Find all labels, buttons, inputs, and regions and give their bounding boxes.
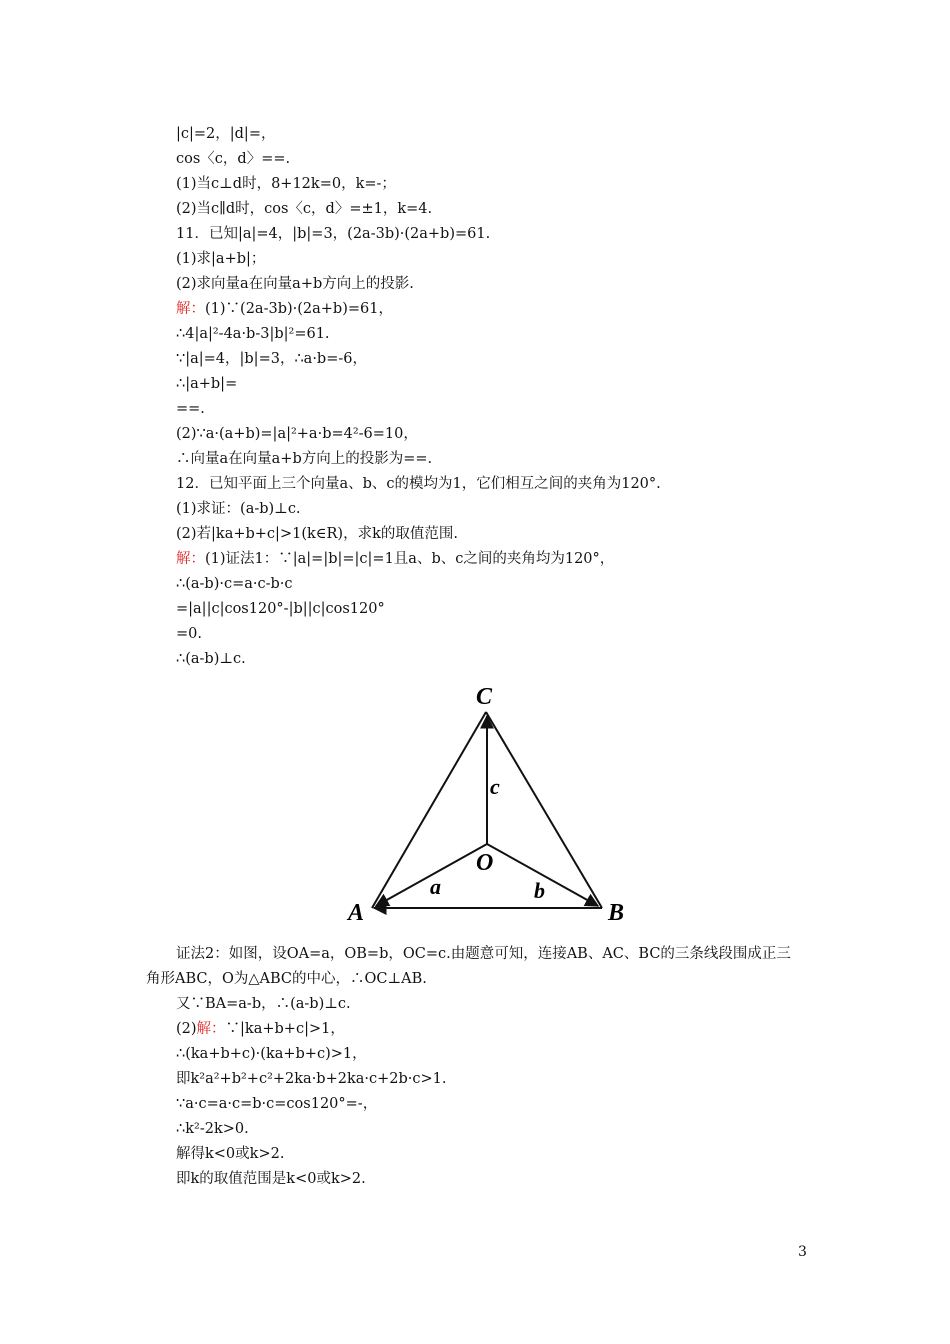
line-text: ∴向量a在向量a+b方向上的投影为==. (176, 451, 433, 467)
text-line (176, 374, 237, 394)
label-a: a (430, 874, 441, 899)
line-text: 证法2：如图，设OA=a，OB=b，OC=c.由题意可知，连接AB、AC、BC的三条线段围成正三 (176, 946, 791, 962)
line-text: (2)∵a·(a+b)=|a|²+a·b=4²-6=10， (176, 426, 418, 442)
text-line (176, 399, 205, 419)
text-line (176, 1119, 249, 1139)
line-text: ==. (176, 401, 205, 417)
line-text: (1)求|a+b|； (176, 251, 266, 267)
edge-ac (372, 712, 486, 908)
line-text: (2)求向量a在向量a+b方向上的投影. (176, 276, 414, 292)
text-line (176, 624, 202, 644)
line-text: (2)当c∥d时，cos〈c，d〉=±1，k=4. (176, 201, 433, 217)
line-text: ∴4|a|²-4a·b-3|b|²=61. (176, 326, 330, 342)
line-text: |c|=2，|d|=， (176, 126, 276, 142)
line-text: 解得k<0或k>2. (176, 1146, 285, 1162)
line-text: ∴|a+b|= (176, 376, 238, 392)
line-text: (1)当c⊥d时，8+12k=0，k=-； (176, 176, 396, 192)
line-text: (1)证法1：∵|a|=|b|=|c|=1且a、b、c之间的夹角均为120°， (205, 551, 615, 567)
text-line (146, 969, 427, 989)
text-line (176, 549, 614, 569)
text-line (176, 299, 393, 319)
page-number: 3 (798, 1244, 807, 1260)
line-text: 即k²a²+b²+c²+2ka·b+2ka·c+2b·c>1. (176, 1071, 447, 1087)
text-line (176, 1144, 284, 1164)
line-text: (1)求证：(a-b)⊥c. (176, 501, 301, 517)
line-text: 角形ABC，O为△ABC的中心，∴OC⊥AB. (146, 971, 427, 987)
label-A: A (348, 900, 365, 926)
text-line (176, 599, 385, 619)
triangle-vector-figure (340, 678, 640, 928)
line-text: 11．已知|a|=4，|b|=3，(2a-3b)·(2a+b)=61. (176, 226, 491, 242)
line-text: 又∵BA=a-b，∴(a-b)⊥c. (176, 996, 351, 1012)
text-line (176, 1094, 377, 1114)
text-line (176, 1069, 447, 1089)
solution-label: 解： (176, 551, 205, 567)
solution-label: 解： (176, 301, 205, 317)
line-text: ∴(a-b)⊥c. (176, 651, 246, 667)
label-C: C (476, 684, 493, 710)
text-line (176, 449, 432, 469)
text-line (176, 944, 791, 964)
text-line (176, 274, 414, 294)
line-text: =0. (176, 626, 202, 642)
text-line (176, 424, 418, 444)
text-line (176, 1019, 345, 1039)
label-b: b (534, 878, 545, 903)
line-text: ∴(ka+b+c)·(ka+b+c)>1， (176, 1046, 367, 1062)
line-text: ∴(a-b)·c=a·c-b·c (176, 576, 293, 592)
solution-label: 解： (196, 1021, 226, 1037)
line-text: ∵|ka+b+c|>1， (225, 1021, 345, 1037)
text-line (176, 994, 351, 1014)
line-text: ∴k²-2k>0. (176, 1121, 249, 1137)
text-line (176, 649, 246, 669)
text-line (176, 224, 490, 244)
text-line (176, 124, 275, 144)
text-line (176, 524, 458, 544)
line-text: (1)∵(2a-3b)·(2a+b)=61， (205, 301, 393, 317)
line-text: 12．已知平面上三个向量a、b、c的模均为1，它们相互之间的夹角为120°. (176, 476, 661, 492)
text-line (176, 1169, 366, 1189)
line-text: cos〈c，d〉==. (176, 151, 291, 167)
line-text: ∵|a|=4，|b|=3，∴a·b=-6， (176, 351, 367, 367)
label-c: c (490, 774, 500, 799)
part-prefix: (2) (176, 1021, 197, 1037)
line-text: ∵a·c=a·c=b·c=cos120°=-， (176, 1096, 378, 1112)
label-B: B (608, 900, 625, 926)
text-line (176, 499, 301, 519)
text-line (176, 149, 290, 169)
line-text: =|a||c|cos120°-|b||c|cos120° (176, 601, 385, 617)
text-line (176, 349, 367, 369)
text-line (176, 474, 661, 494)
text-line (176, 1044, 367, 1064)
text-line (176, 174, 396, 194)
text-line (176, 574, 293, 594)
line-text: 即k的取值范围是k<0或k>2. (176, 1171, 366, 1187)
text-line (176, 199, 432, 219)
label-O: O (476, 850, 494, 876)
line-text: (2)若|ka+b+c|>1(k∈R)，求k的取值范围. (176, 526, 458, 542)
text-line (176, 324, 330, 344)
text-line (176, 249, 265, 269)
